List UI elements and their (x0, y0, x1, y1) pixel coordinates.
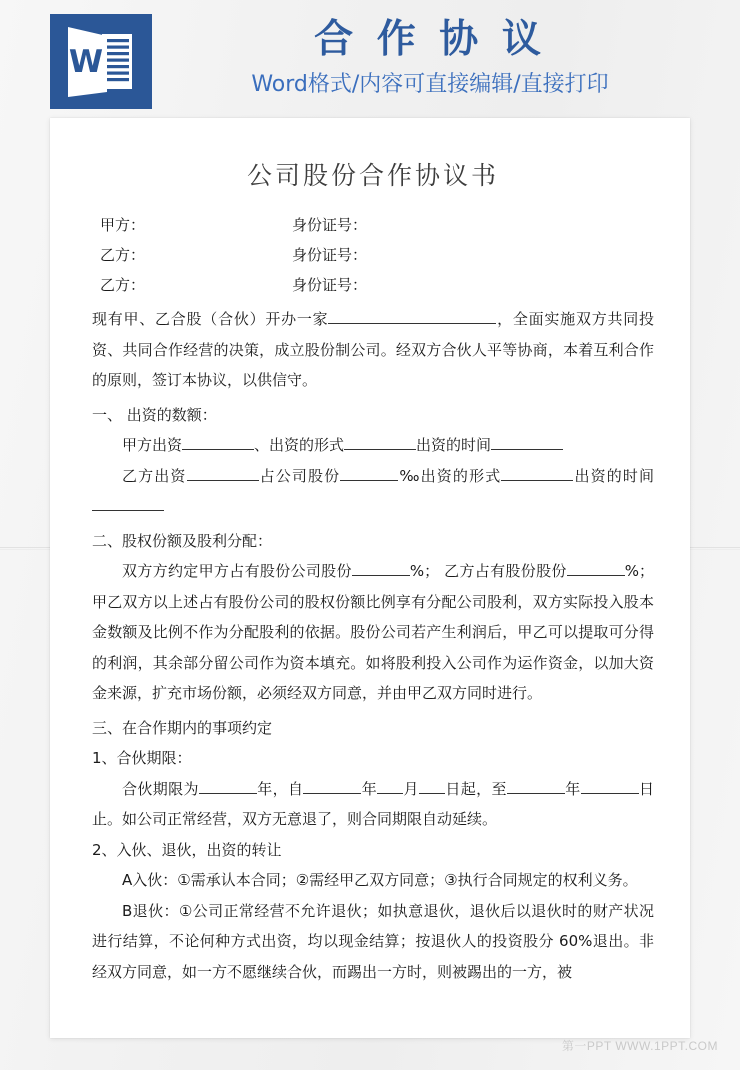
party-row-2 (100, 240, 654, 270)
blank-start-month (377, 793, 403, 794)
document-page (50, 118, 690, 1038)
party-label-yifang-1: 乙方： (100, 246, 146, 264)
section3-sub2-join: A入伙：①需承认本合同；②需经甲乙双方同意；③执行合同规定的权利义务。 (122, 871, 638, 889)
sub1-text-c: 年 (361, 779, 378, 798)
section3-sub2-heading: 2、入伙、退伙，出资的转让 (92, 840, 282, 859)
section1-line2-a: 乙方出资 (122, 466, 187, 485)
party-row-3 (100, 270, 654, 300)
promo-header (0, 0, 740, 118)
svg-text:W: W (68, 44, 104, 80)
section1-line1-a: 甲方出资 (122, 436, 183, 454)
blank-yifang-amount (187, 480, 259, 481)
sub1-text-e: 日起，至 (444, 779, 507, 798)
preamble-text-part2: ，全面实施双方共同投资、共同合作经营的决策，成立股份制公司。经双方合伙人平等协商，本着互利合作的原则，签订本协议，以供信守。 (92, 310, 654, 389)
section2-body-b: %； 乙方占有股份股份 (409, 562, 567, 580)
blank-company-name (328, 323, 496, 324)
blank-yifang-share-percent (567, 575, 625, 576)
section1-line2 (92, 461, 654, 522)
section1-line1-b: 、出资的形式 (254, 436, 345, 454)
party-row-1 (100, 210, 654, 240)
sub1-text-b: 年，自 (256, 779, 304, 798)
microsoft-word-icon (50, 14, 152, 109)
section1-line1 (92, 430, 654, 461)
blank-jiafang-form (344, 449, 416, 450)
blank-jiafang-share-percent (352, 575, 410, 576)
preamble-text-part1: 现有甲、乙合股（合伙）开办一家 (92, 310, 329, 328)
party-id-label-3: 身份证号： (292, 276, 368, 294)
section1-line2-d: 出资的时间 (573, 466, 654, 485)
blank-jiafang-amount (182, 449, 254, 450)
section3-sub1-body (92, 774, 654, 835)
footer-watermark: 第一PPT WWW.1PPT.COM (561, 1039, 718, 1053)
section1-line2-b: 占公司股份 (258, 466, 341, 485)
blank-yifang-percent (340, 480, 398, 481)
promo-title: 合 作 协 议 (314, 17, 546, 62)
preamble-paragraph (92, 304, 654, 396)
section2-heading: 二、股权份额及股利分配： (92, 531, 273, 550)
sub1-text-d: 月 (403, 779, 419, 798)
blank-yifang-form (501, 480, 573, 481)
section1-line2-c: ‰出资的形式 (398, 466, 502, 485)
section3-heading: 三、在合作期内的事项约定 (92, 718, 273, 737)
blank-end-day (581, 793, 639, 794)
section1-line1-c: 出资的时间 (416, 436, 492, 454)
document-body (92, 146, 654, 987)
sub1-text-f: 年 (564, 779, 581, 798)
document-title: 公司股份合作协议书 (246, 161, 499, 190)
section3-sub1-heading: 1、合伙期限： (92, 749, 192, 767)
blank-start-day (419, 793, 445, 794)
blank-start-year (303, 793, 361, 794)
blank-end-year (507, 793, 565, 794)
section1-heading: 一、 出资的数额： (92, 405, 217, 424)
section3-sub2-withdraw: B退伙：①公司正常经营不允许退伙；如执意退伙，退伙后以退伙时的财产状况进行结算，不论何种方式出资，均以现金结算；按退伙人的投资股分 60%退出。非经双方同意，如一方不愿继续合伙，而踢出一方时，则被踢出的一方，被 (92, 901, 654, 981)
party-label-yifang-2: 乙方： (100, 276, 146, 294)
blank-term-years (199, 793, 257, 794)
promo-subtitle: Word格式/内容可直接编辑/直接打印 (251, 71, 609, 97)
blank-jiafang-time (491, 449, 563, 450)
promo-header-text (160, 10, 700, 99)
party-id-label-1: 身份证号： (292, 216, 368, 234)
party-label-jiafang: 甲方： (100, 216, 146, 234)
section2-body (92, 556, 654, 709)
sub1-text-a: 合伙期限为 (122, 779, 199, 798)
section2-body-c: %；甲乙双方以上述占有股份公司的股权份额比例享有分配公司股利，双方实际投入股本金数额及比例不作为分配股利的依据。股份公司若产生利润后，甲乙可以提取可分得的利润，其余部分留公司作为资本填充。如将股利投入公司作为运作资金，以加大资金来源，扩充市场份额，必须经双方同意，并由甲乙双方同时进行。 (92, 562, 654, 702)
section2-body-a: 双方方约定甲方占有股份公司股份 (122, 562, 352, 580)
sub1-text-g: 日止。如公司正常经营，双方无意退了，则合同期限自动延续。 (92, 779, 654, 828)
party-id-label-2: 身份证号： (292, 246, 368, 264)
blank-yifang-time (92, 510, 164, 511)
